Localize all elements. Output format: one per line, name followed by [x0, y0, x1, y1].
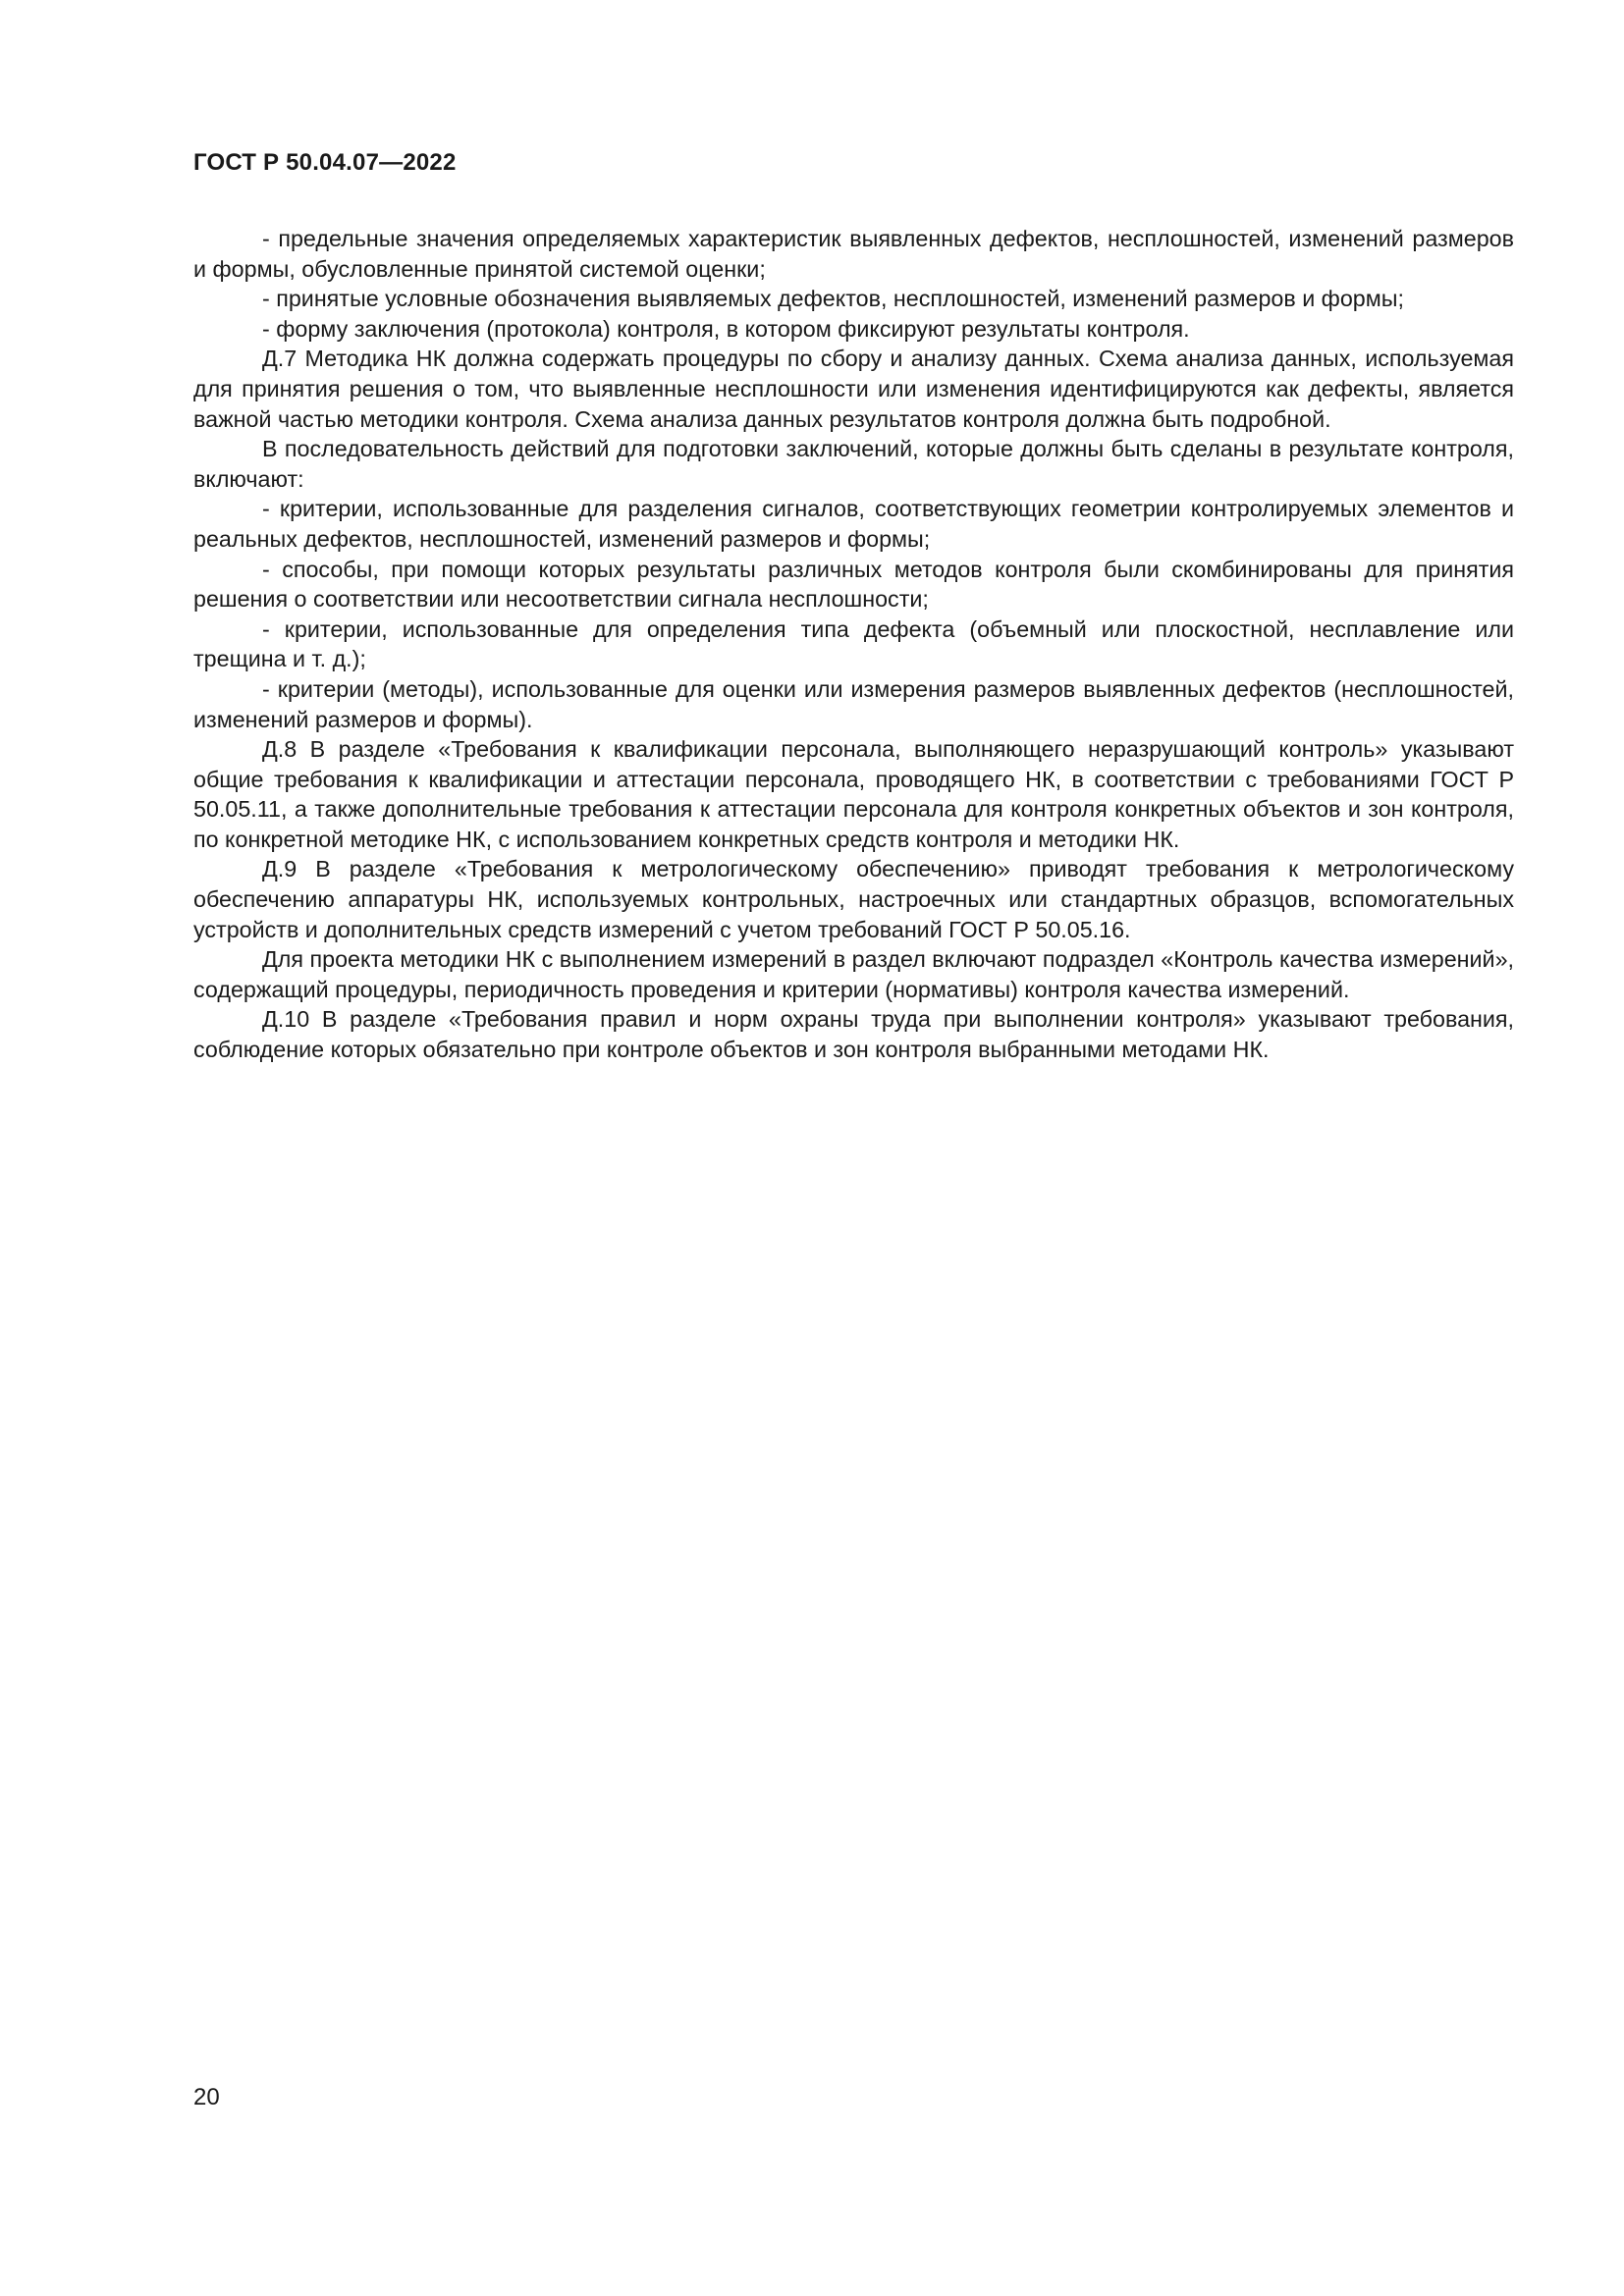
paragraph-section-d7: Д.7 Методика НК должна содержать процедуры по сбору и анализу данных. Схема анализа данных, используемая для принятия решения о том, что выявленные несплошности или изменения идентифицируются как дефекты, является важной частью методики контроля. Схема анализа данных результатов контроля должна быть подробной.: [193, 346, 1514, 432]
paragraph-list-item: - критерии (методы), использованные для оценки или измерения размеров выявленных дефектов (несплошностей, изменений размеров и формы).: [193, 675, 1514, 732]
paragraph-section-d9: Д.9 В разделе «Требования к метрологическому обеспечению» приводят требования к метрологическому обеспечению аппаратуры НК, используемых контрольных, настроечных или стандартных образцов, вспомогательных устройств и дополнительных средств измерений с учетом требований ГОСТ Р 50.05.16.: [193, 856, 1514, 942]
paragraph-list-item: - предельные значения определяемых характеристик выявленных дефектов, несплошностей, изменений размеров и формы, обусловленные принятой системой оценки;: [193, 226, 1514, 282]
paragraph-list-item: - критерии, использованные для определения типа дефекта (объемный или плоскостной, несплавление или трещина и т. д.);: [193, 615, 1514, 672]
document-body: [193, 224, 1514, 1065]
paragraph-list-item: - принятые условные обозначения выявляемых дефектов, несплошностей, изменений размеров и формы;: [262, 286, 1405, 312]
paragraph-section-d10: Д.10 В разделе «Требования правил и норм охраны труда при выполнении контроля» указывают требования, соблюдение которых обязательно при контроле объектов и зон контроля выбранными методами НК.: [193, 1006, 1514, 1063]
document-code-header: ГОСТ Р 50.04.07—2022: [193, 149, 457, 176]
page-number: 20: [193, 2084, 220, 2110]
paragraph: В последовательность действий для подготовки заключений, которые должны быть сделаны в результате контроля, включают:: [193, 436, 1514, 492]
paragraph: Для проекта методики НК с выполнением измерений в раздел включают подраздел «Контроль качества измерений», содержащий процедуры, периодичность проведения и критерии (нормативы) контроля качества измерений.: [193, 946, 1514, 1002]
paragraph-list-item: - критерии, использованные для разделения сигналов, соответствующих геометрии контролируемых элементов и реальных дефектов, несплошностей, изменений размеров и формы;: [193, 496, 1514, 552]
paragraph-list-item: - форму заключения (протокола) контроля, в котором фиксируют результаты контроля.: [262, 315, 1190, 342]
paragraph-section-d8: Д.8 В разделе «Требования к квалификации персонала, выполняющего неразрушающий контроль» указывают общие требования к квалификации и аттестации персонала, проводящего НК, в соответствии с требованиями ГОСТ Р 50.05.11, а также дополнительные требования к аттестации персонала для контроля конкретных объектов и зон контроля, по конкретной методике НК, с использованием конкретных средств контроля и методики НК.: [193, 736, 1514, 852]
paragraph-list-item: - способы, при помощи которых результаты различных методов контроля были скомбинированы для принятия решения о соответствии или несоответствии сигнала несплошности;: [193, 556, 1514, 613]
